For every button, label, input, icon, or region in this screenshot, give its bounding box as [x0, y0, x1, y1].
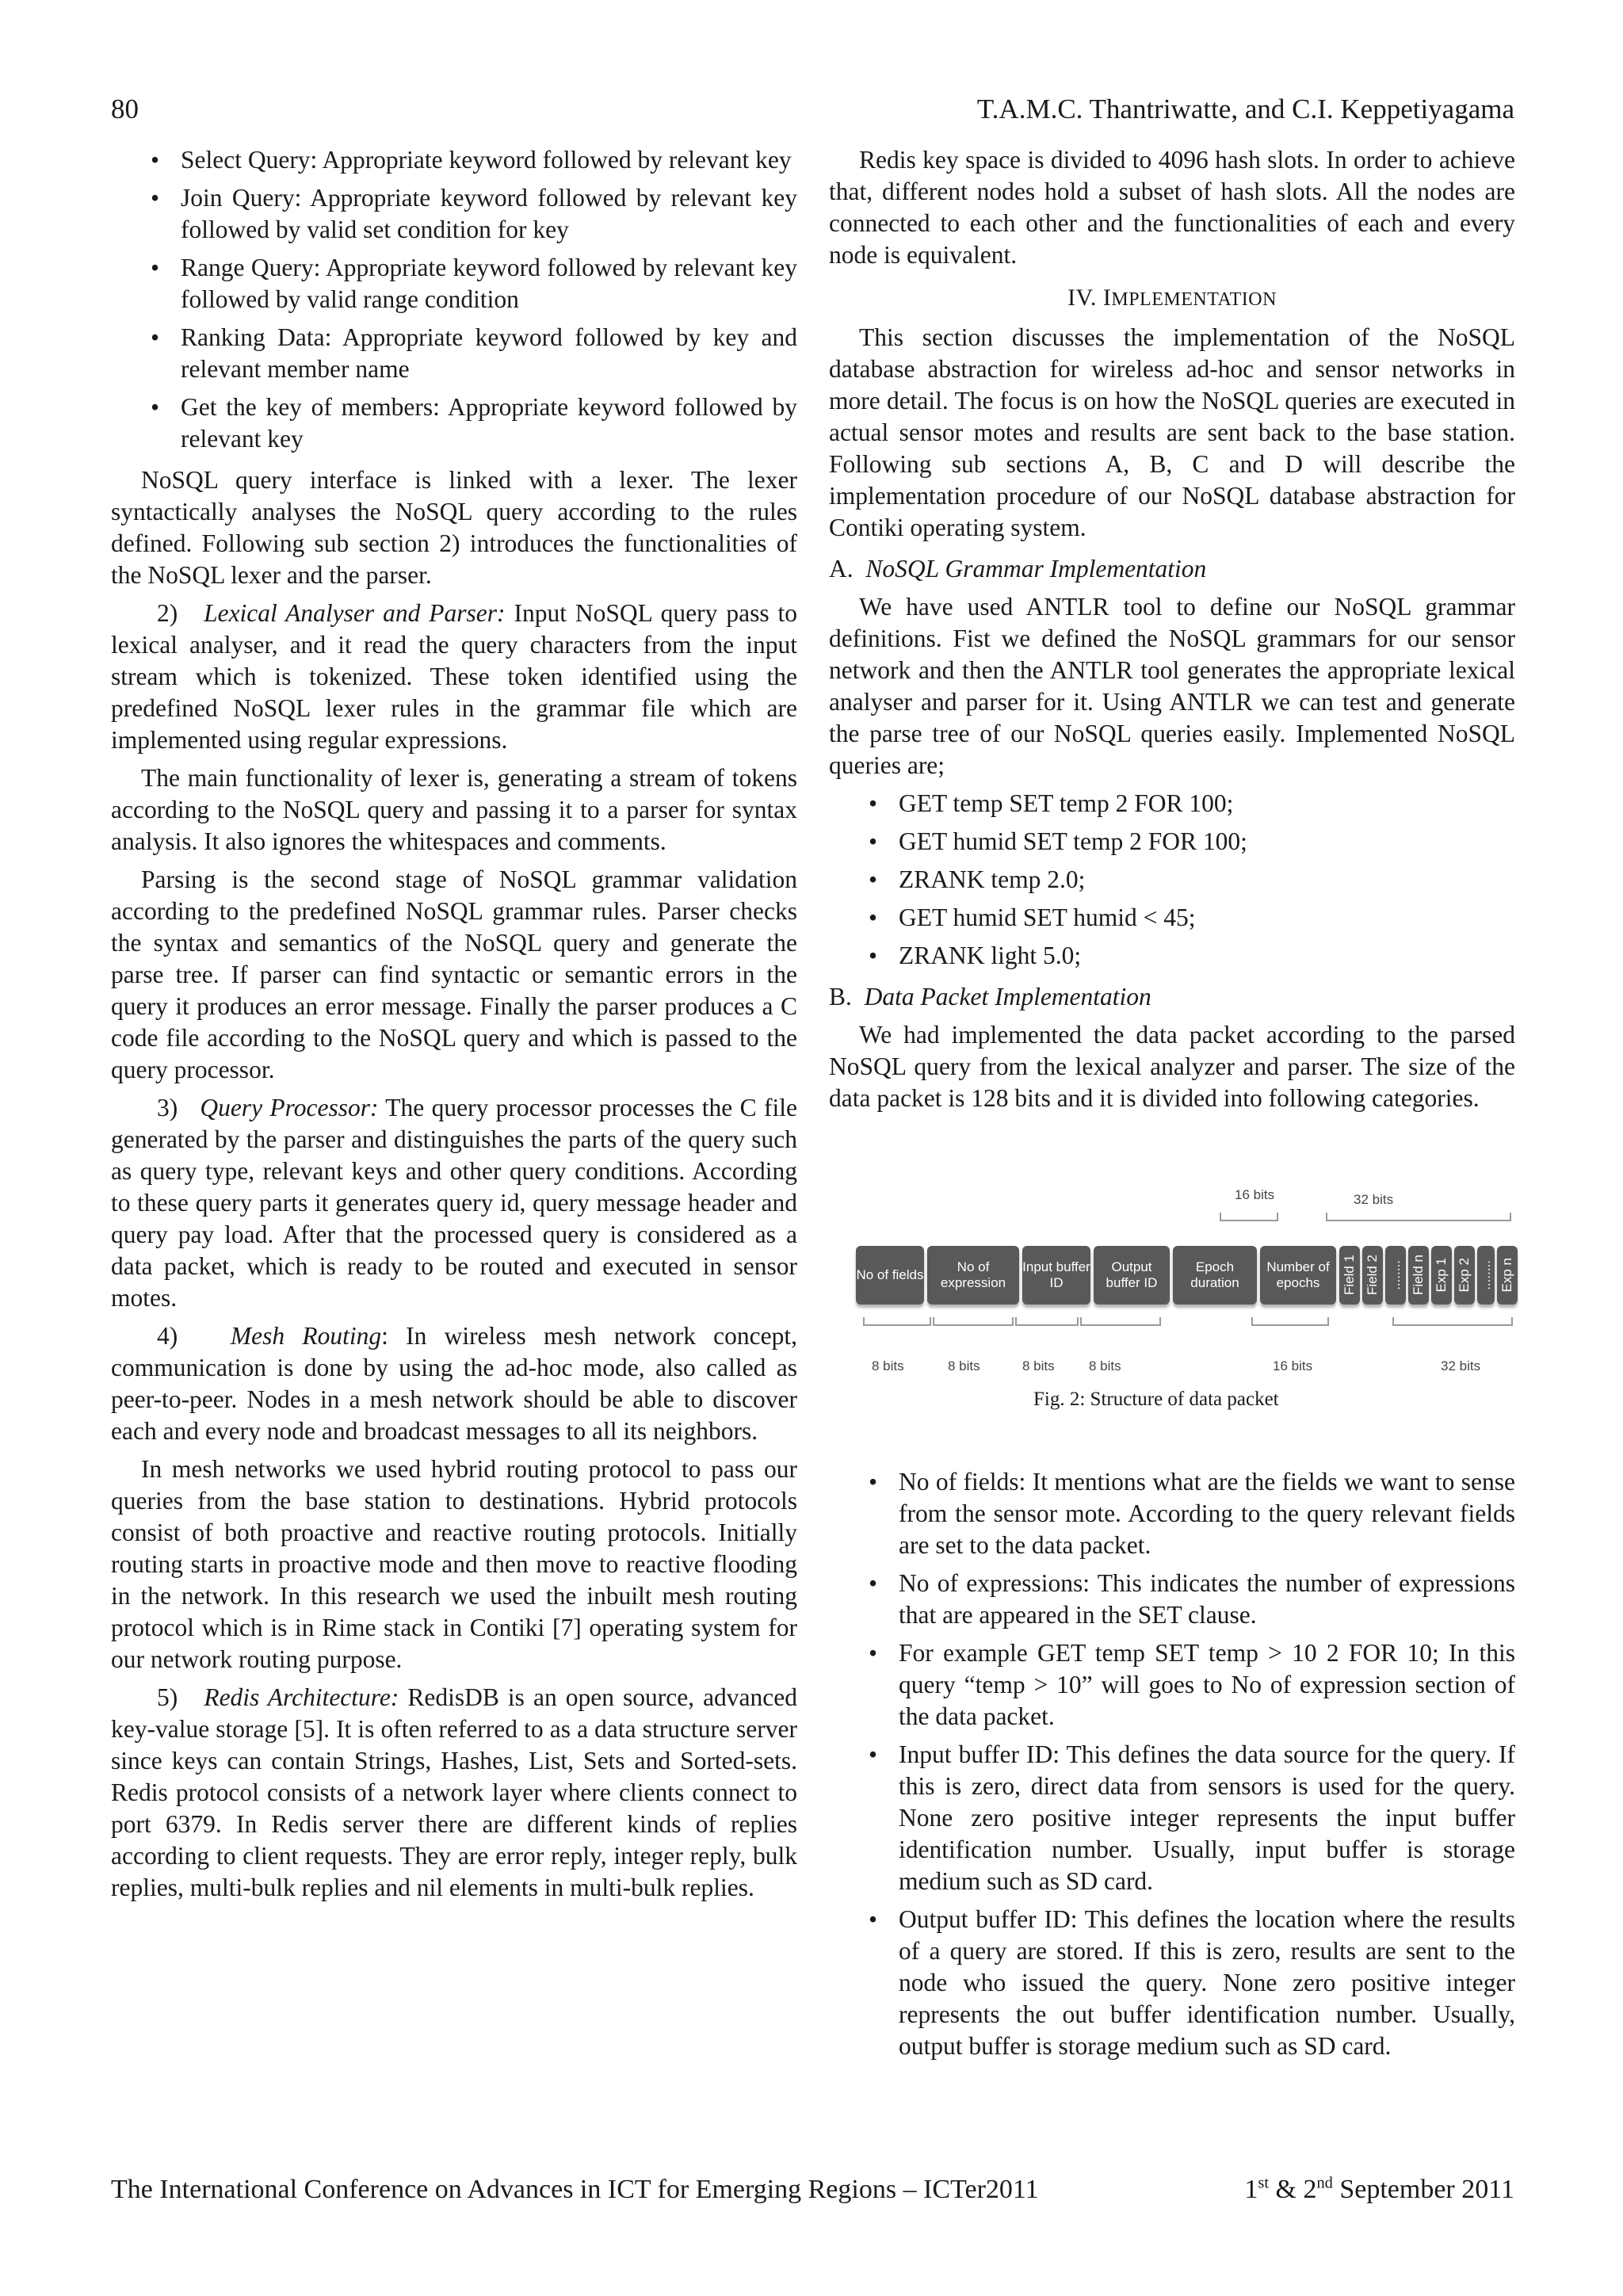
packet-segment-vertical: ........ — [1477, 1246, 1495, 1305]
bullet-icon: • — [869, 1740, 878, 1768]
bullet-icon: • — [151, 184, 160, 212]
subsection-lexical-analyser: 2) Lexical Analyser and Parser: Input NoSQL query pass to lexical analyser, and it read the query characters from the input stream which is tokenized. These token identified using the predefined NoSQL lexer rules in the grammar file which are implemented using regular expressions. — [111, 599, 798, 754]
bottom-bracket — [864, 1317, 930, 1325]
packet-segment-vertical: Field 1 — [1339, 1246, 1360, 1305]
top-bracket-32-bits — [1327, 1213, 1510, 1221]
packet-segment-vertical: Exp 2 — [1454, 1246, 1475, 1305]
packet-segment: No of fields — [856, 1246, 924, 1305]
bottom-label: 32 bits — [1441, 1358, 1481, 1373]
paragraph-parsing: Parsing is the second stage of NoSQL grammar validation according to the predefined NoSQL grammar rules. Parser checks the syntax and semantics of the NoSQL query and generate the parse tree. If parser can find syntactic or semantic errors in the query it produces an error message. Finally the parser produces a C code file according to the NoSQL query and which is passed to the query processor. — [111, 865, 797, 1083]
list-item: • GET humid SET temp 2 FOR 100; — [829, 826, 1515, 858]
top-bracket-16-bits — [1220, 1213, 1277, 1221]
bullet-icon: • — [869, 1639, 878, 1667]
list-item: • No of fields: It mentions what are the fields we want to sense from the sensor mote. According to the query relevant fields are set to the data packet. — [869, 1468, 1515, 1559]
bottom-bracket — [1393, 1317, 1512, 1325]
page-number: 80 — [111, 94, 139, 124]
query-type-list — [111, 144, 797, 455]
figure-caption: Fig. 2: Structure of data packet — [1033, 1389, 1279, 1410]
bullet-icon: • — [869, 1468, 878, 1496]
bullet-icon: • — [869, 865, 878, 893]
bottom-label: 8 bits — [1089, 1358, 1121, 1373]
packet-segment-vertical: Field 2 — [1362, 1246, 1383, 1305]
bottom-label: 8 bits — [1022, 1358, 1055, 1373]
footer-date: 1st & 2nd September 2011 — [1244, 2174, 1514, 2204]
top-label: 16 bits — [1235, 1187, 1275, 1202]
bullet-icon: • — [869, 1905, 878, 1933]
packet-segment: Epoch duration — [1173, 1246, 1257, 1305]
subsection-heading-data-packet: B. Data Packet Implementation — [829, 983, 1151, 1010]
bullet-icon: • — [151, 146, 160, 174]
packet-segment: Input buffer ID — [1022, 1246, 1090, 1305]
packet-segment-vertical: ........ — [1385, 1246, 1406, 1305]
right-column-top — [829, 144, 1515, 1121]
list-item: • Output buffer ID: This defines the location where the results of a query are stored. If this is zero, results are sent to the node who issued the query. None zero positive integer represents the out buffer identification number. Usually, output buffer is storage medium such as SD card. — [869, 1905, 1515, 2060]
list-item: • GET temp SET temp 2 FOR 100; — [829, 788, 1515, 819]
paragraph-nosql-interface: NoSQL query interface is linked with a lexer. The lexer syntactically analyses the NoSQL query according to the rules defined. Following sub section 2) introduces the functionalities of the NoSQL lexer and the parser. — [111, 466, 797, 589]
top-label: 32 bits — [1354, 1192, 1394, 1207]
paragraph-implementation: This section discusses the implementation of the NoSQL database abstraction for wireless ad-hoc and sensor networks in more detail. The focus is on how the NoSQL queries are executed in actual sensor motes and results are sent back to the base station. Following sub sections A, B, C and D will describe the implementation procedure of our NoSQL database abstraction for Contiki operating system. — [829, 323, 1515, 541]
list-item: • ZRANK temp 2.0; — [829, 864, 1515, 896]
bullet-icon: • — [869, 904, 878, 931]
bullet-icon: • — [151, 254, 160, 281]
list-item: • Join Query: Appropriate keyword followed by relevant key followed by valid set condition for key — [151, 184, 797, 243]
paragraph-redis-keyspace: Redis key space is divided to 4096 hash slots. In order to achieve that, different nodes hold a subset of hash slots. All the nodes are connected to each other and the functionalities of each and every node is equivalent. — [829, 146, 1515, 269]
paragraph-antlr: We have used ANTLR tool to define our NoSQL grammar definitions. Fist we defined the NoSQL grammars for our sensor network and then the ANTLR tool generates the appropriate lexical analyser and parser for it. Using ANTLR we can test and generate the parse tree of our NoSQL queries easily. Implemented NoSQL queries are; — [829, 593, 1515, 779]
bullet-icon: • — [869, 789, 878, 817]
subsection-redis-architecture: 5) Redis Architecture: RedisDB is an open source, advanced key-value storage [5]. It is often referred to as a data structure server since keys can contain Strings, Hashes, List, Sets and Sorted-sets. Redis protocol consists of a network layer where clients connect to port 6379. In Redis server there are different kinds of replies according to client requests. They are error reply, integer reply, bulk replies, multi-bulk replies and nil elements in multi-bulk replies. — [111, 1683, 798, 1901]
subsection-heading-grammar: A. NoSQL Grammar Implementation — [829, 555, 1207, 583]
nosql-query-list — [829, 788, 1515, 972]
packet-field-list — [829, 1466, 1515, 2062]
packet-segment: Output buffer ID — [1094, 1246, 1170, 1305]
list-item: • ZRANK light 5.0; — [829, 940, 1515, 972]
running-header-authors: T.A.M.C. Thantriwatte, and C.I. Keppetiyagama — [976, 94, 1514, 124]
bottom-bracket — [1016, 1317, 1078, 1325]
subsection-query-processor: 3) Query Processor: The query processor processes the C file generated by the parser and distinguishes the parts of the query such as query type, relevant keys and other query conditions. According to these query parts it generates query id, query message header and query pay load. After that the processed query is considered as a data packet, which is ready to be routed and executed in sensor motes. — [111, 1094, 797, 1312]
bottom-bracket — [934, 1317, 1013, 1325]
bullet-icon: • — [151, 393, 160, 421]
list-item: • Get the key of members: Appropriate keyword followed by relevant key — [151, 393, 797, 453]
subsection-mesh-routing: 4) Mesh Routing: In wireless mesh network concept, communication is done by using the ad-hoc mode, also called as peer-to-peer. Nodes in a mesh network should be able to discover each and every node and broadcast messages to all its neighbors. — [111, 1322, 797, 1445]
list-item: • GET humid SET humid < 45; — [829, 902, 1515, 934]
bullet-icon: • — [869, 827, 878, 855]
list-item: • Select Query: Appropriate keyword followed by relevant key — [111, 144, 797, 176]
list-item: • For example GET temp SET temp > 10 2 FOR 10; In this query “temp > 10” will goes to No of expression section of the data packet. — [869, 1639, 1515, 1730]
packet-segment-vertical: Field n — [1408, 1246, 1429, 1305]
left-column — [111, 144, 797, 1910]
packet-segment-vertical: Exp 1 — [1431, 1246, 1452, 1305]
list-item: • Range Query: Appropriate keyword followed by relevant key followed by valid range condition — [151, 254, 797, 313]
packet-segment: No of expression — [927, 1246, 1019, 1305]
list-item: • Input buffer ID: This defines the data source for the query. If this is zero, direct data from sensors is used for the query. None zero positive integer represents the input buffer identification number. Usually, input buffer is storage medium such as SD card. — [869, 1740, 1515, 1895]
bullet-icon: • — [869, 1569, 878, 1597]
paragraph-mesh-networks: In mesh networks we used hybrid routing protocol to pass our queries from the base station to destinations. Hybrid protocols consist of both proactive and reactive routing protocols. Initially routing starts in proactive mode and then move to reactive flooding in the network. In this research we used the inbuilt mesh routing protocol which is in Rime stack in Contiki [7] operating system for our network routing purpose. — [111, 1455, 797, 1673]
bullet-icon: • — [151, 323, 160, 351]
list-item: • No of expressions: This indicates the number of expressions that are appeared in the SET clause. — [869, 1569, 1515, 1629]
bullet-icon: • — [869, 942, 878, 969]
bottom-bracket — [1252, 1317, 1328, 1325]
footer-conference: The International Conference on Advances in ICT for Emerging Regions – ICTer2011 — [111, 2175, 1039, 2204]
right-column-bottom — [829, 1466, 1515, 2072]
data-packet-figure — [854, 1181, 1520, 1395]
packet-segment-vertical: Exp n — [1497, 1246, 1518, 1305]
list-item: • Ranking Data: Appropriate keyword followed by key and relevant member name — [151, 323, 797, 383]
bottom-label: 8 bits — [872, 1358, 904, 1373]
paragraph-data-packet: We had implemented the data packet according to the parsed NoSQL query from the lexical analyzer and parser. The size of the data packet is 128 bits and it is divided into following categories. — [829, 1021, 1515, 1112]
bottom-bracket — [1081, 1317, 1160, 1325]
section-heading-implementation: IV. IMPLEMENTATION — [1067, 285, 1277, 311]
paragraph-lexer: The main functionality of lexer is, generating a stream of tokens according to the NoSQL query and passing it to a parser for syntax analysis. It also ignores the whitespaces and comments. — [111, 764, 797, 855]
bottom-label: 8 bits — [948, 1358, 980, 1373]
packet-segment: Number of epochs — [1260, 1246, 1336, 1305]
bottom-label: 16 bits — [1273, 1358, 1313, 1373]
